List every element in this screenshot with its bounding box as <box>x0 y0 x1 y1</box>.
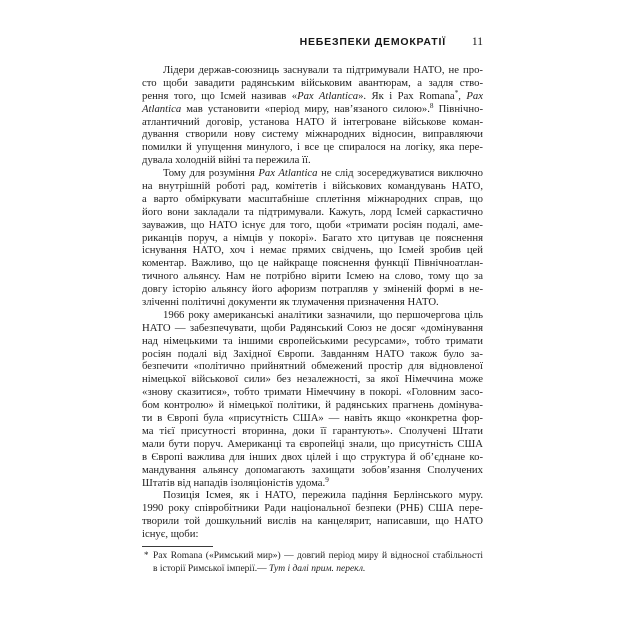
text-segment: Позиція Ісмея, як і НАТО, пережила падіння Берлінського муру. <box>163 489 483 502</box>
text-segment: зліченні політичні документи як тлумачення призначення НАТО. <box>142 296 439 309</box>
text-segment: , <box>458 89 467 102</box>
text-line <box>142 348 483 361</box>
text-line <box>142 399 483 412</box>
text-line <box>142 322 483 335</box>
text-segment: мандування альянсу допомагають захищати зобов’язання Сполучених <box>142 463 483 476</box>
text-line <box>142 360 483 373</box>
footnote-reference: 8 <box>429 102 434 111</box>
text-segment: а варто обміркувати масштабніше сплетіння міжнародних справ, що <box>142 192 483 205</box>
text-line <box>142 219 483 232</box>
italic-text: Pax Atlantica <box>297 89 359 102</box>
text-line <box>142 296 483 309</box>
text-segment: Pax Romana («Римський мир») — довгий період миру й відносної стабільності <box>153 551 483 561</box>
text-line <box>142 167 483 180</box>
body-paragraph <box>142 309 483 489</box>
text-segment: не слід зосереджуватися виключно <box>317 167 483 180</box>
text-line <box>142 257 483 270</box>
text-segment: мали бути поруч. Американці та європейці знали, що присутність США <box>142 437 483 450</box>
text-segment: дування створили нову систему міжнародних відносин, виправляючи <box>142 128 483 141</box>
text-line <box>142 528 483 541</box>
text-segment: риканців поруч, а німців у покорі». Багато хто цитував це пояснення <box>142 231 483 244</box>
text-segment: атлантичний договір, установа НАТО й інтегроване військове коман- <box>142 115 483 128</box>
footnote-body <box>142 550 483 576</box>
text-line <box>142 193 483 206</box>
text-segment: зауважив, що НАТО існує для того, щоби «тримати росіян подалі, аме- <box>142 218 483 231</box>
text-line <box>142 154 483 167</box>
page-header <box>142 36 483 48</box>
text-segment: німецької військової сили» без незалежності, за якої Німеччина може <box>142 373 483 386</box>
page-number: 11 <box>471 36 483 48</box>
body-paragraph <box>142 64 483 167</box>
italic-text: Atlantica <box>142 102 182 115</box>
footnote-marker: * <box>144 550 149 560</box>
footnote-line <box>153 563 483 576</box>
body-paragraph <box>142 489 483 541</box>
text-segment: росіян подалі від Західної Європи. Завданням НАТО також було за- <box>142 347 483 360</box>
text-line <box>142 180 483 193</box>
text-segment: мав установити «період миру, нав’язаного силою». <box>181 102 430 115</box>
text-line <box>142 502 483 515</box>
text-line <box>142 116 483 129</box>
footnote <box>142 550 483 576</box>
text-segment: над німецькими та іншими європейськими ресурсами», тобто тримати <box>142 334 483 347</box>
footnote-reference: 9 <box>325 475 329 484</box>
text-segment: 1966 року американські аналітики зазначили, що першочергова ціль <box>163 308 483 321</box>
text-line <box>142 515 483 528</box>
text-segment: коментар. Важливо, що це найкраще пояснення функції Північноатлан- <box>142 257 483 270</box>
body-paragraph <box>142 167 483 309</box>
text-line <box>142 206 483 219</box>
text-line <box>142 90 483 103</box>
text-line <box>142 438 483 451</box>
text-line <box>142 373 483 386</box>
italic-text: Pax <box>466 89 483 102</box>
footnote-line <box>153 550 483 563</box>
text-segment: Лідери держав-союзниць заснували та підтримували НАТО, не про- <box>163 64 483 76</box>
italic-text: Pax Atlantica <box>258 167 318 180</box>
text-segment: існує, щоби: <box>142 528 199 541</box>
text-segment: в Європі важлива для інших двох цілей і що структура й об’єднане ко- <box>142 450 483 463</box>
text-line <box>142 489 483 502</box>
text-segment: рення того, що Ісмей називав « <box>142 89 298 102</box>
text-line <box>142 141 483 154</box>
text-line <box>142 477 483 490</box>
text-line <box>142 270 483 283</box>
footnote-divider <box>142 546 213 547</box>
text-segment: в історії Римської імперії.— <box>153 564 269 574</box>
text-segment: Тому для розуміння <box>163 167 259 180</box>
text-segment: довгу історію альянсу його афоризм потрапляв у зміненій формі в не- <box>142 283 483 296</box>
text-segment: Штатів від нападів ізоляціоністів удома. <box>142 476 326 489</box>
text-segment: ». Як і Pax Romana <box>358 89 455 102</box>
text-segment: Північно- <box>433 102 484 115</box>
text-line <box>142 232 483 245</box>
text-line <box>142 451 483 464</box>
text-segment: «знову сказитися», тобто тримати Німеччину в покорі. «Головним засо- <box>142 386 483 399</box>
text-segment: творили той дошкульний вислів на канцелярит, написавши, що НАТО <box>142 515 483 528</box>
text-line <box>142 283 483 296</box>
text-segment: його вони закладали та підтримували. Кажуть, лорд Ісмей саркастично <box>142 205 483 218</box>
text-segment: безпечити «політично прийнятний обмежений простір для відновленої <box>142 360 483 373</box>
text-line <box>142 244 483 257</box>
footnote-reference: * <box>454 89 459 98</box>
text-line <box>142 103 483 116</box>
text-segment: бом контролю» й німецької політики, й радянських прагнень домінува- <box>142 399 483 412</box>
text-segment: 1990 року співробітники Ради національної безпеки (РНБ) США пере- <box>142 502 483 515</box>
text-segment: дувала холодній війні та пережила її. <box>142 154 311 167</box>
text-line <box>142 128 483 141</box>
text-line <box>142 425 483 438</box>
text-segment: ти в Європі була «присутність США» — навіть якщо «конкретна фор- <box>142 412 483 425</box>
text-line <box>142 412 483 425</box>
text-line <box>142 309 483 322</box>
text-segment: тичного альянсу. Нам не потрібно вірити Ісмею на слово, тому що за <box>142 270 483 283</box>
running-head-title: НЕБЕЗПЕКИ ДЕМОКРАТІЇ <box>299 36 446 48</box>
text-segment: на внутрішній роботі рад, комітетів і військових командувань НАТО, <box>142 180 483 193</box>
text-segment: сто щоби завадити радянським військовим авантюрам, а задля ство- <box>142 76 483 89</box>
text-line <box>142 64 483 77</box>
italic-text: Тут і далі прим. перекл. <box>268 564 366 574</box>
body-text <box>142 64 483 541</box>
text-segment: існування НАТО, хоч і немає прямих свідчень, що Ісмей зробив цей <box>142 244 483 257</box>
text-segment: НАТО — забезпечувати, щоби Радянський Союз не досяг «домінування <box>142 321 483 334</box>
text-segment: помилки й упущення минулого, і все це спиралося на логіку, яка пере- <box>142 141 483 154</box>
text-line <box>142 335 483 348</box>
text-line <box>142 464 483 477</box>
text-line <box>142 77 483 90</box>
text-segment: ма тієї присутності вторинна, доки її гарантують». Сполучені Штати <box>142 424 483 437</box>
text-line <box>142 386 483 399</box>
